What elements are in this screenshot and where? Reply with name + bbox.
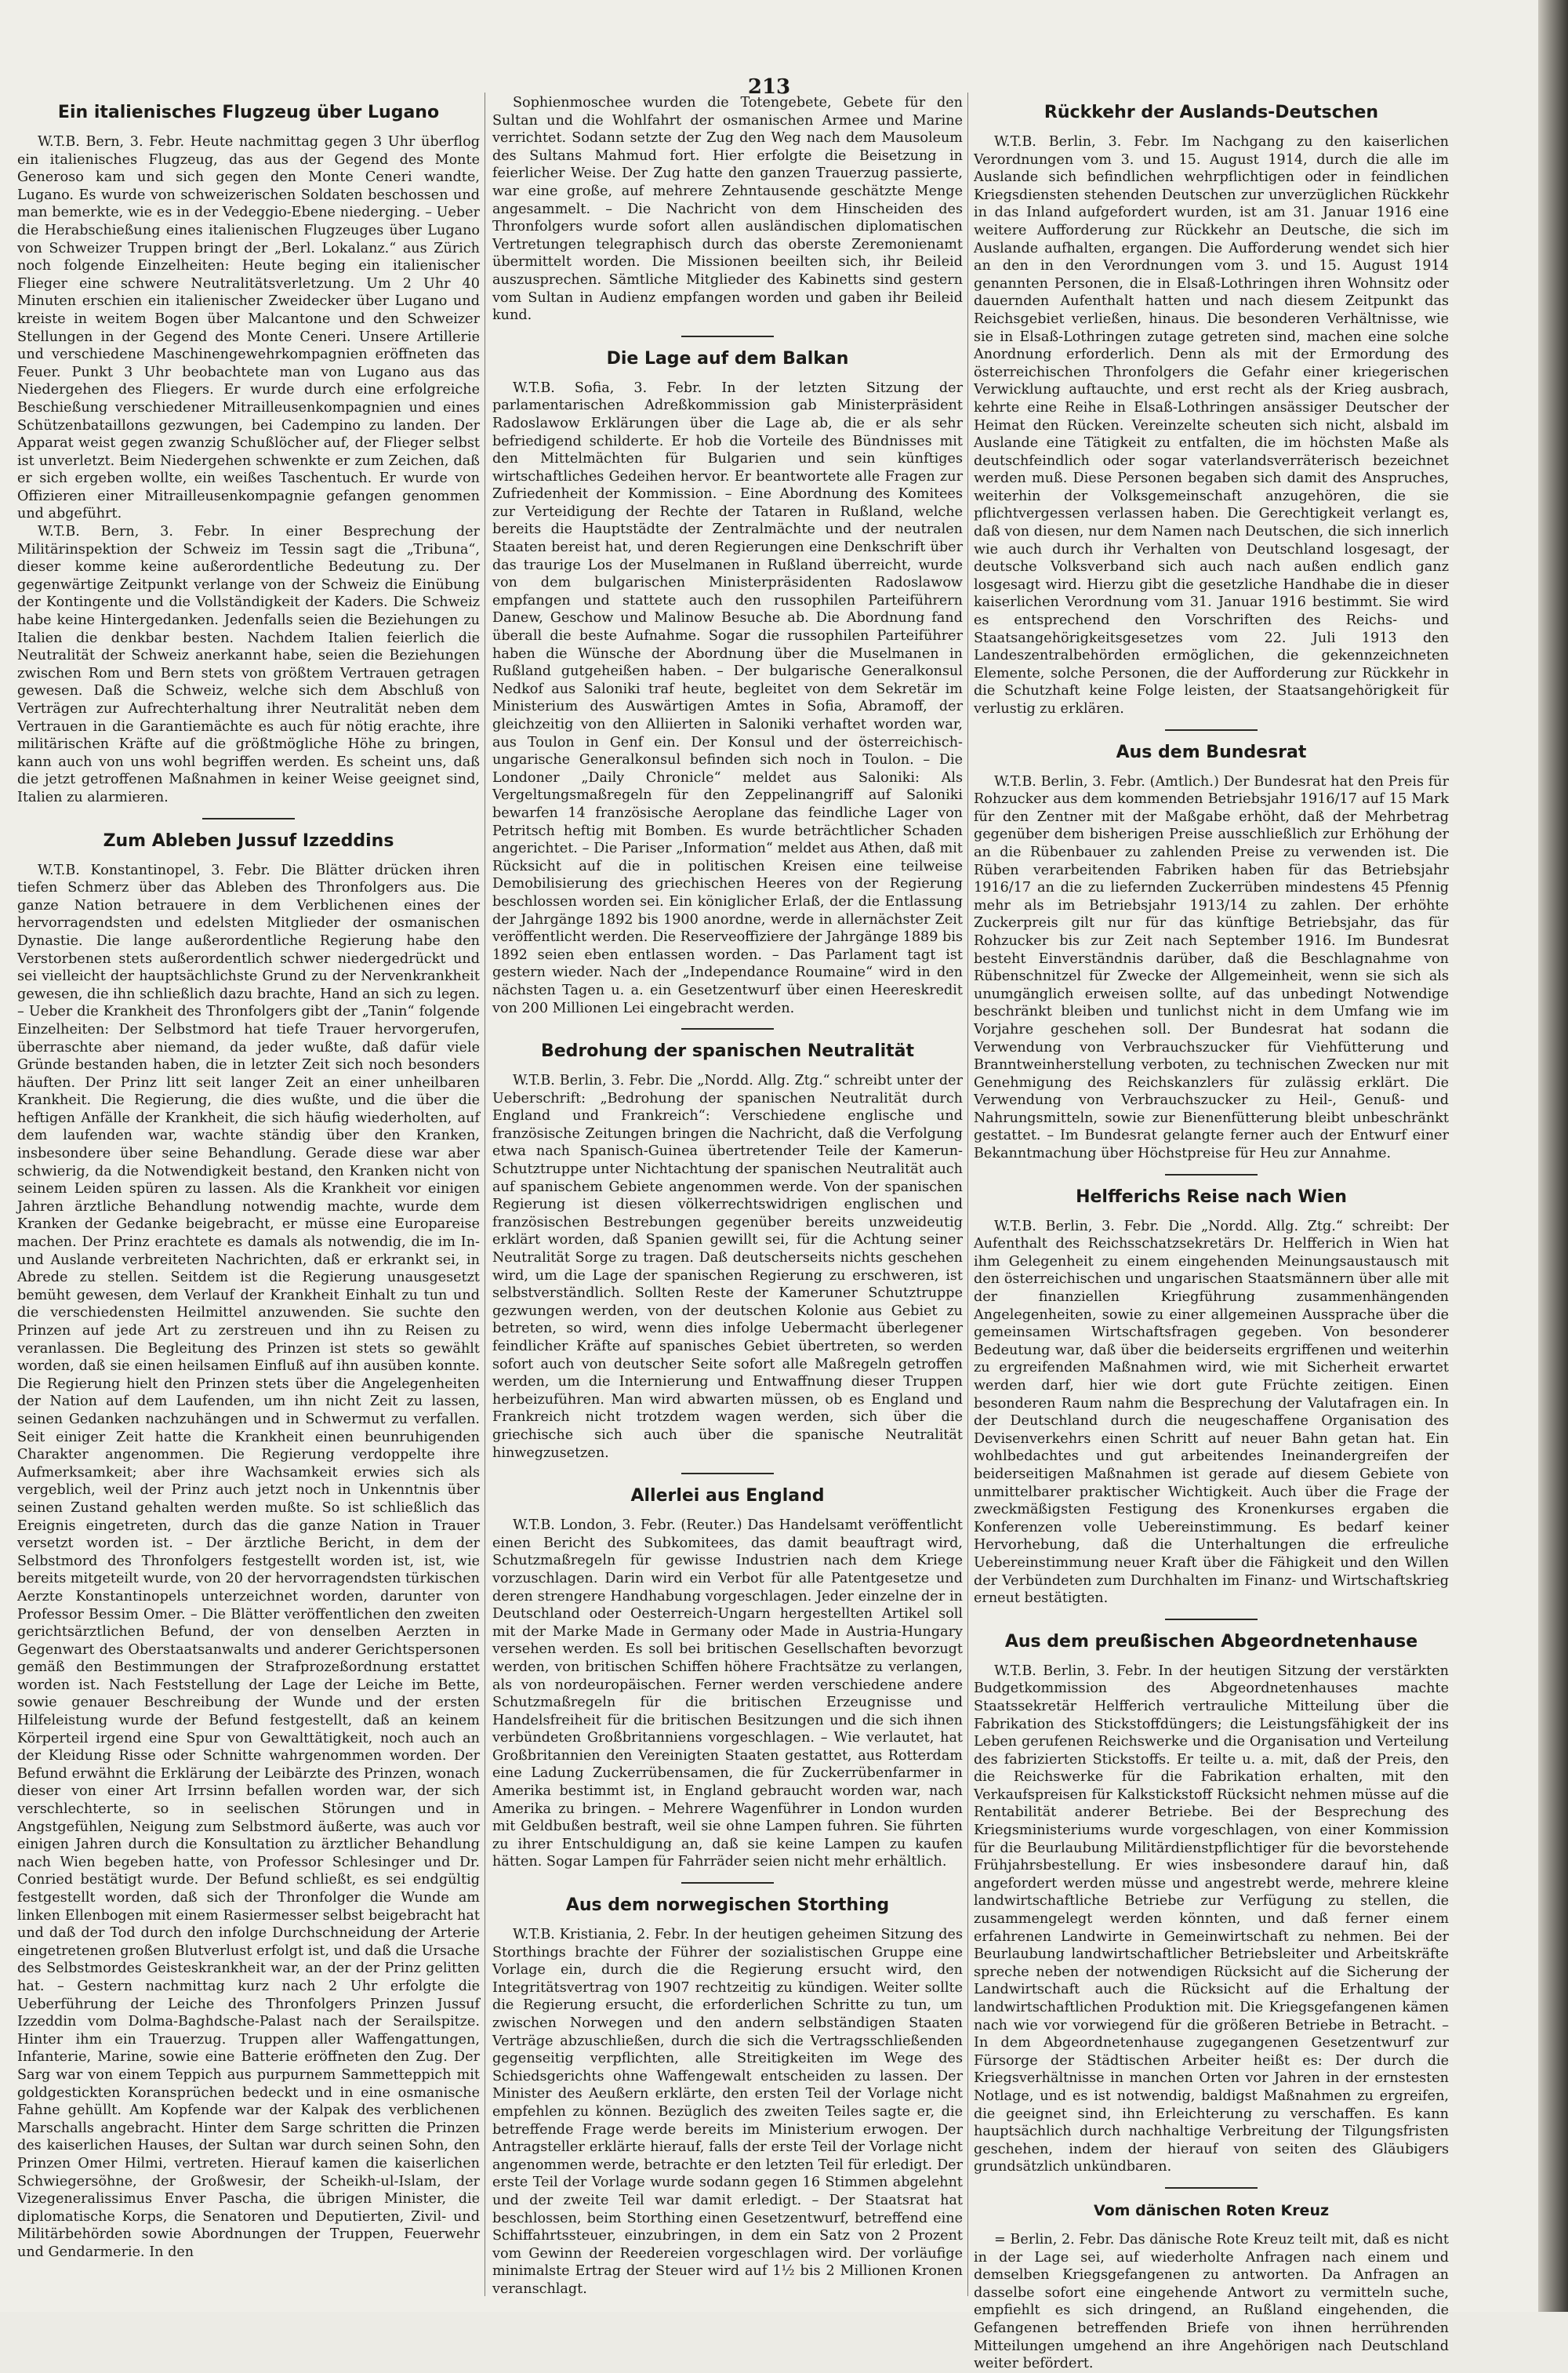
article-flugzeug-lugano bbox=[17, 102, 480, 807]
article-england bbox=[492, 1485, 963, 1871]
article-balkan bbox=[492, 348, 963, 1017]
article-headline: Aus dem norwegischen Storthing bbox=[565, 1895, 890, 1916]
article-separator bbox=[681, 336, 774, 337]
column-right bbox=[974, 94, 1449, 2372]
article-rotes-kreuz bbox=[974, 2200, 1449, 2373]
page-number: 213 bbox=[747, 75, 791, 99]
article-abgeordnetenhaus bbox=[974, 1631, 1449, 2176]
article-paragraph: W.T.B. Konstantinopel, 3. Febr. Die Blätter drücken ihren tiefen Schmerz über das Ableben des Thronfolgers aus. Die ganze Nation betrauere in dem Verblichenen eines der hervorragendsten und edelsten Mitglieder der osmanischen Dynastie. Die lange außerordentliche Regierung habe den Verstorbenen stets außerordentlich schwer niedergedrückt und sei vielleicht der hauptsächlichste Grund zu der Nervenkrankheit gewesen, die ihn schließlich dazu brachte, Hand an sich zu legen. – Ueber die Krankheit des Thronfolgers gibt der „Tanin“ folgende Einzelheiten: Der Selbstmord hat tiefe Trauer hervorgerufen, überraschte aber niemand, da jeder wußte, daß dafür viele Gründe bestanden haben, die in letzter Zeit sich noch besonders häuften. Der Prinz litt seit langer Zeit an einer unheilbaren Krankheit. Die Regierung, die dies wußte, und die über die heftigen Anfälle der Krankheit, die sich häufig wiederholten, auf dem laufenden war, wachte ständig über den Kranken, insbesondere über seine Behandlung. Gerade diese war aber schwierig, da die Notwendigkeit bestand, den Kranken nicht von seinem Leiden spüren zu lassen. Als die Krankheit vor einigen Jahren ärztliche Behandlung notwendig machte, wurde dem Kranken der Gedanke beigebracht, er müsse eine Europareise machen. Der Prinz erachtete es damals als notwendig, die im In- und Auslande verbreiteten Nachrichten, daß er erkrankt sei, in Abrede zu stellen. Seitdem ist die Regierung unausgesetzt bemüht gewesen, dem Verlauf der Krankheit Einhalt zu tun und die verschiedensten Heilmittel anzuwenden. Sie suchte den Prinzen auf jede Art zu zerstreuen und ihn zu Reisen zu veranlassen. Die Begleitung des Prinzen ist stets so gewählt worden, daß sie einen heilsamen Einfluß auf ihn ausüben konnte. Die Regierung hielt den Prinzen stets über die Angelegenheiten der Nation auf dem Laufenden, um ihn nicht Zeit zu lassen, seinen Gedanken nachzuhängen und in Schwermut zu verfallen. Seit einiger Zeit hatte die Krankheit einen beunruhigenden Charakter angenommen. Die Regierung verdoppelte ihre Aufmerksamkeit; aber ihre Wachsamkeit erwies sich als vergeblich, weil der Prinz auch jetzt noch in Unkenntnis über seinen Zustand gehalten werden mußte. So ist schließlich das Ereignis eingetreten, durch das die ganze Nation in Trauer versetzt worden ist. – Der ärztliche Bericht, in dem der Selbstmord des Thronfolgers festgestellt worden ist, ist, wie bereits mitgeteilt wurde, von 20 der hervorragendsten türkischen Aerzte Konstantinopels unterzeichnet worden, darunter von Professor Bessim Omer. – Die Blätter veröffentlichen den zweiten gerichtsärztlichen Befund, der von denselben Aerzten in Gegenwart des Oberstaatsanwalts und anderer Gerichtspersonen gemäß den Bestimmungen der Strafprozeßordnung erstattet worden ist. Nach Feststellung der Lage der Leiche im Bette, sowie genauer Beschreibung der Wunde und der ersten Hilfeleistung wurde der Befund festgestellt, daß an keinem Körperteil irgend eine Spur von Gewalttätigkeit, noch auch an der Kleidung Risse oder Schnitte wahrgenommen worden. Der Befund erwähnt die Erklärung der Leibärzte des Prinzen, wonach dieser von einer Art Irrsinn befallen worden war, der sich verschlechterte, so in seelischen Störungen und in Angstgefühlen, Neigung zum Selbstmord äußerte, was auch vor einigen Jahren durch die Konsultation zu ärztlicher Behandlung nach Wien begeben hatte, von Professor Schlesinger und Dr. Conried bestätigt wurde. Der Befund schließt, es sei endgültig festgestellt worden, daß sich der Thronfolger die Wunde am linken Ellenbogen mit einem Rasiermesser selbst beigebracht hat und daß der Tod durch den infolge Durchschneidung der Arterie eingetretenen großen Blutverlust erfolgt ist, und daß die Ursache des Selbstmordes Geisteskrankheit war, an der der Prinz gelitten hat. – Gestern nachmittag kurz nach 2 Uhr erfolgte die Ueberführung der Leiche des Thronfolgers Prinzen Jussuf Izzeddin vom Dolma-Baghdsche-Palast nach der Serailspitze. Hinter ihm ein Trauerzug. Truppen aller Waffengattungen, Infanterie, Marine, sowie eine Batterie eröffneten den Zug. Der Sarg war von einem Teppich aus purpurnem Sammetteppich mit goldgestickten Koransprüchen bedeckt und in eine osmanische Fahne gehüllt. Am Kopfende war der Kalpak des verblichenen Marschalls angebracht. Hinter dem Sarge schritten die Prinzen des kaiserlichen Hauses, der Sultan war durch seinen Sohn, den Prinzen Omer Hilmi, vertreten. Hierauf kamen die kaiserlichen Schwiegersöhne, der Großwesir, der Scheikh-ul-Islam, der Vizegeneralissimus Enver Pascha, die übrigen Minister, die diplomatische Korps, die Senatoren und Deputierten, Zivil- und Militärbehörden sowie Abordnungen der Truppen, Feuerwehr und Gendarmerie. In den bbox=[17, 862, 480, 2260]
article-continuation bbox=[492, 94, 963, 325]
article-headline: Rückkehr der Auslands-Deutschen bbox=[1044, 103, 1379, 122]
article-separator bbox=[1165, 1619, 1258, 1620]
article-paragraph: W.T.B. Berlin, 3. Febr. Im Nachgang zu den kaiserlichen Verordnungen vom 3. und 15. August 1914, durch die alle im Auslande sich befindlichen wehrpflichtigen oder in feindlichen Kriegsdiensten stehenden Deutschen zur unverzüglichen Rückkehr in das Inland aufgefordert wurden, ist am 31. Januar 1916 eine weitere Aufforderung zur Rückkehr an Deutsche, die sich im Auslande aufhalten, ergangen. Die Aufforderung wendet sich hier an den in den Verordnungen vom 3. und 15. August 1914 genannten Personen, die in Elsaß-Lothringen ihren Wohnsitz oder dauernden Aufenthalt hatten und nach diesem Zeitpunkt das Reichsgebiet verließen, hinaus. Die besonderen Verhältnisse, wie sie in Elsaß-Lothringen zutage getreten sind, machen eine solche Anordnung erforderlich. Denn als mit der Ermordung des österreichischen Thronfolgers die Gefahr einer kriegerischen Verwicklung auftauchte, und erst recht als der Krieg ausbrach, kehrte eine Reihe in Elsaß-Lothringen ansässiger Deutscher der Heimat den Rücken. Vereinzelte scheuten sich nicht, alsbald im Auslande eine Tätigkeit zu entfalten, die im höchsten Maße als deutschfeindlich oder sogar vaterlandsverräterisch bezeichnet werden muß. Diese Personen begaben sich damit des Anspruches, weiterhin der Volksgemeinschaft anzugehören, die sie pflichtvergessen verlassen haben. Die Gerechtigkeit verlangt es, daß von diesen, nur dem Namen nach Deutschen, die sich innerlich wie auch durch ihr Verhalten von Deutschland losgesagt, der deutsche Volksverband sich auch nach außen endlich ganz losgesagt wird. Hierzu gibt die gesetzliche Handhabe die in dieser kaiserlichen Verordnung vom 31. Januar 1916 bestimmt. Sie wird es entsprechend den Vorschriften des Reichs- und Staatsangehörigkeitsgesetzes vom 22. Juli 1913 den Landeszentralbehörden ermöglichen, die gekennzeichneten Elemente, solche Personen, die der Aufforderung zur Rückkehr in die Schutzhaft keine Folge leisten, der Staatsangehörigkeit für verlustig zu erklären. bbox=[974, 134, 1449, 717]
article-storthing bbox=[492, 1895, 963, 2298]
article-separator bbox=[1165, 729, 1258, 731]
article-separator bbox=[681, 1473, 774, 1474]
column-middle bbox=[492, 94, 963, 2297]
article-helfferich bbox=[974, 1186, 1449, 1608]
article-headline: Aus dem preußischen Abgeordnetenhause bbox=[1004, 1631, 1418, 1652]
article-paragraph: = Berlin, 2. Febr. Das dänische Rote Kreuz teilt mit, daß es nicht in der Lage sei, auf wiederholte Anfragen nach einem und demselben Kriegsgefangenen zu antworten. Da Anfragen an dasselbe sofort eine eingehende Antwort zu vermitteln suche, empfiehlt es sich dringend, an Rußland eingehenden, die Gefangenen betreffenden Briefe von ihnen herrührenden Mitteilungen umgehend an ihre Angehörigen nach Deutschland weiter befördert. bbox=[974, 2231, 1449, 2372]
book-binding-edge bbox=[1538, 0, 1568, 2312]
article-headline: Allerlei aus England bbox=[630, 1486, 825, 1506]
article-paragraph: W.T.B. Sofia, 3. Febr. In der letzten Sitzung der parlamentarischen Adreßkommission gab Ministerpräsident Radoslawow Erklärungen über die Lage ab, die er als sehr befriedigend schilderte. Er hob die Vorteile des Bündnisses mit den Mittelmächten für Bulgarien und sein künftiges wirtschaftliches Gedeihen hervor. Er beantwortete alle Fragen zur Zufriedenheit der Kommission. – Eine Abordnung des Komitees zur Verteidigung der Rechte der Tataren in Rußland, welche bereits die Hauptstädte der Zentralmächte und der neutralen Staaten bereist hat, und deren Regierungen eine Denkschrift über das traurige Los der Muselmanen in Rußland überreicht, wurde von dem bulgarischen Ministerpräsidenten Radoslawow empfangen und stattete auch den russophilen Parteiführern Danew, Geschow und Malinow Besuche ab. Die Abordnung fand überall die beste Aufnahme. Sogar die russophilen Parteiführer haben die Wünsche der Abordnung über die Muselmanen in Rußland gutgeheißen haben. – Der bulgarische Generalkonsul Nedkof aus Saloniki traf heute, begleitet von dem Sekretär im Ministerium des Auswärtigen Amtes in Sofia, Abramoff, der gleichzeitig von den Alliierten in Saloniki verhaftet worden war, aus Toulon in Genf ein. Der Konsul und der österreichisch-ungarische Generalkonsul befinden sich noch in Toulon. – Die Londoner „Daily Chronicle“ meldet aus Saloniki: Als Vergeltungsmaßregeln für den Zeppelinangriff auf Saloniki bewarfen 14 französische Aeroplane das feindliche Lager von Petritsch heftig mit Bomben. Es wurde beträchtlicher Schaden angerichtet. – Die Pariser „Information“ meldet aus Athen, daß mit Rücksicht auf die in politischen Kreisen eine teilweise Demobilisierung des griechischen Heeres von der Regierung beschlossen worden sei. Ein königlicher Erlaß, der die Entlassung der Jahrgänge 1892 bis 1900 anordne, werde in allernächster Zeit veröffentlicht werden. Die Reserveoffiziere der Jahrgänge 1889 bis 1892 seien eben entlassen worden. – Das Parlament tagt ist gestern wieder. Nach der „Independance Roumaine“ wird in den nächsten Tagen u. a. ein Gesetzentwurf über einen Heereskredit von 200 Millionen Lei eingebracht werden. bbox=[492, 380, 963, 1016]
article-paragraph: W.T.B. Berlin, 3. Febr. In der heutigen Sitzung der verstärkten Budgetkommission des Abgeordnetenhauses machte Staatssekretär Helfferich vertrauliche Mitteilung über die Fabrikation des Stickstoffdüngers; die Leistungsfähigkeit der ins Leben gerufenen Reichswerke und die Organisation und Verteilung des fabrizierten Stickstoffs. Er teilte u. a. mit, daß der Preis, den die Reichswerke für die Fabrikation erhalten, mit den Verkaufspreisen für Kalkstickstoff Rücksicht nehmen müsse auf die Rentabilität anderer Betriebe. Bei der Besprechung des Kriegsministeriums wurde vorgeschlagen, von einer Kommission für die Beurlaubung Militärdienstpflichtiger für die bevorstehende Frühjahrsbestellung. Er wies insbesondere darauf hin, daß angefordert werden müsse und angestrebt werde, mehrere kleine landwirtschaftliche Betriebe zur Verfügung zu stellen, die zusammengelegt werden könnten, und daß ferner einem erfahrenen Landwirte in Gemeinwirtschaft zu nehmen. Bei der Beurlaubung landwirtschaftlicher Betriebsleiter und Arbeitskräfte spreche neben der notwendigen Rücksicht auf die Sicherung der Landwirtschaft auch die Rücksicht auf die Erhaltung der landwirtschaftlichen Produktion mit. Die Kriegsgefangenen kämen nach wie vor vorwiegend für die größeren Betriebe in Betracht. – In dem Abgeordnetenhause zugegangenen Gesetzentwurf zur Fürsorge der Städtischen Arbeiter heißt es: Der durch die Kriegsverhältnisse in manchen Orten vor Jahren in der ernstesten Notlage, und es ist notwendig, baldigst Maßnahmen zu ergreifen, die geeignet sind, ihn Erleichterung zu verschaffen. Es kann hauptsächlich durch nachhaltige Verbreitung der Tilgungsfristen geschehen, indem der hierauf von seiten des Gläubigers grundsätzlich unkündbaren. bbox=[974, 1663, 1449, 2175]
article-headline: Aus dem Bundesrat bbox=[1116, 742, 1307, 762]
article-headline: Bedrohung der spanischen Neutralität bbox=[540, 1041, 915, 1062]
article-headline: Ein italienisches Flugzeug über Lugano bbox=[57, 103, 440, 122]
article-separator bbox=[1165, 2187, 1258, 2189]
article-separator bbox=[202, 818, 295, 819]
article-separator bbox=[681, 1882, 774, 1884]
article-paragraph: Sophienmoschee wurden die Totengebete, Gebete für den Sultan und die Wohlfahrt der osmanischen Armee und Marine verrichtet. Sodann setzte der Zug den Weg nach dem Mausoleum des Sultans Mahmud fort. Hier erfolgte die Beisetzung in feierlicher Weise. Der Zug hatte den ganzen Trauerzug passierte, war eine große, auf mehrere Zehntausende geschätzte Menge angesammelt. – Die Nachricht von dem Hinscheiden des Thronfolgers wurde sofort allen ausländischen diplomatischen Vertretungen telegraphisch durch das oberste Zeremonienamt übermittelt worden. Die Missionen beeilten sich, ihr Beileid auszusprechen. Sämtliche Mitglieder des Kabinetts sind gestern vom Sultan in Audienz empfangen worden und gaben ihr Beileid kund. bbox=[492, 95, 963, 324]
article-paragraph: W.T.B. Berlin, 3. Febr. (Amtlich.) Der Bundesrat hat den Preis für Rohzucker aus dem kommenden Betriebsjahr 1916/17 auf 15 Mark für den Zentner mit der Maßgabe erhöht, daß der Mehrbetrag gegenüber dem bisherigen Preise ausschließlich zur Erhöhung der an die Rübenbauer zu zahlenden Preise zu verwenden ist. Die Rüben verarbeitenden Fabriken haben für das Betriebsjahr 1916/17 an die zu liefernden Zuckerrüben mindestens 45 Pfennig mehr als im Betriebsjahr 1913/14 zu zahlen. Der erhöhte Zuckerpreis gilt nur für das künftige Betriebsjahr, das für Rohzucker bis zur Zeit nach September 1916. Im Bundesrat besteht Einverständnis darüber, daß die Beschlagnahme von Rübenschnitzel für Zwecke der Allgemeinheit, wenn sie sich als unumgänglich erweisen sollte, auf das unbedingt Notwendige beschränkt bleiben und tunlichst nicht in dem Umfang wie im Vorjahre geschehen soll. Der Bundesrat hat sodann die Verwendung von Verbrauchszucker für Viehfütterung und Branntweinherstellung verboten, zu technischen Zwecken nur mit Genehmigung des Reichskanzlers für zulässig erklärt. Die Verwendung von Verbrauchszucker zu Heil-, Genuß- und Nahrungsmitteln, sowie zur Bienenfütterung bleibt unbeschränkt gestattet. – Im Bundesrat gelangte ferner auch der Entwurf einer Bekanntmachung über Höchstpreise für Heu zur Annahme. bbox=[974, 773, 1449, 1162]
column-rule bbox=[967, 93, 968, 2296]
article-paragraph: W.T.B. Bern, 3. Febr. In einer Besprechung der Militärinspektion der Schweiz im Tessin sagt die „Tribuna“, dieser komme keine außerordentliche Bedeutung zu. Der gegenwärtige Zeitpunkt verlange von der Schweiz die Einübung der Kontingente und die Vollständigkeit der Kaders. Die Schweiz habe keine Hintergedanken. Jedenfalls seien die Beziehungen zu Italien die denkbar besten. Nachdem Italien feierlich die Neutralität der Schweiz anerkannt habe, seien die Beziehungen zwischen Rom und Bern stets von größtem Vertrauen getragen gewesen. Daß die Schweiz, welche sich dem Abschluß von Verträgen zur Aufrechterhaltung ihrer Neutralität neben dem Vertrauen in die Garantiemächte es auch für nötig erachte, ihre militärischen Kräfte auf die größtmögliche Höhe zu bringen, kann auch von uns wohl begriffen werden. Es scheint uns, daß die jetzt getroffenen Maßnahmen in keiner Weise geeignet sind, Italien zu alarmieren. bbox=[17, 524, 480, 805]
article-paragraph: W.T.B. Kristiania, 2. Febr. In der heutigen geheimen Sitzung des Storthings brachte der Führer der sozialistischen Gruppe eine Vorlage ein, durch die die Regierung ersucht wird, den Integritätsvertrag von 1907 rechtzeitig zu kündigen. Weiter sollte die Regierung ersucht, die erforderlichen Schritte zu tun, um zwischen Norwegen und den andern selbständigen Staaten Verträge abzuschließen, durch die sich die Vertragsschließenden gegenseitig verpflichten, alle Streitigkeiten im Wege des Schiedsgerichts ohne Waffengewalt entscheiden zu lassen. Der Minister des Aeußern erklärte, den ersten Teil der Vorlage nicht empfehlen zu können. Bezüglich des zweiten Teiles sagte er, die betreffende Frage werde bereits im Ministerium erwogen. Der Antragsteller erklärte hierauf, falls der erste Teil der Vorlage nicht angenommen werde, betrachte er den letzten Teil für erledigt. Der erste Teil der Vorlage wurde sodann gegen 16 Stimmen abgelehnt und der zweite Teil war damit erledigt. – Der Staatsrat hat beschlossen, beim Storthing einen Gesetzentwurf, betreffend eine Schiffahrtssteuer, einzubringen, in dem ein Satz von 2 Prozent vom Gewinn der Reedereien vorgeschlagen wird. Der vorläufige minimalste Ertrag der Steuer wird auf 1½ bis 2 Millionen Kronen veranschlagt. bbox=[492, 1927, 963, 2297]
article-headline: Helfferichs Reise nach Wien bbox=[1076, 1186, 1347, 1207]
column-left bbox=[17, 94, 480, 2282]
article-paragraph: W.T.B. Berlin, 3. Febr. Die „Nordd. Allg. Ztg.“ schreibt unter der Ueberschrift: „Bedrohung der spanischen Neutralität durch England und Frankreich“: Verschiedene englische und französische Zeitungen bringen die Nachricht, daß die Verfolgung etwa nach Spanisch-Guinea übertretender Teile der Kamerun-Schutztruppe unter Nichtachtung der spanischen Neutralität auch auf spanischem Gebiete angenommen werde. Von der spanischen Regierung ist diesen völkerrechtswidrigen englischen und französischen Bestrebungen gegenüber bereits unzweideutig erklärt worden, daß Spanien gewillt sei, für die Achtung seiner Neutralität Sorge zu tragen. Daß deutscherseits nichts geschehen wird, um die Lage der spanischen Regierung zu erschweren, ist selbstverständlich. Sollten Reste der Kameruner Schutztruppe gezwungen werden, von der deutschen Kolonie aus Gebiet zu betreten, so wird, wenn dies infolge Uebermacht überlegener feindlicher Kräfte auf spanisches Gebiet übertreten, so werden sofort auch von deutscher Seite sofort alle Maßregeln getroffen werden, um die Internierung und Entwaffnung dieser Truppen herbeizuführen. Man wird abwarten müssen, ob es England und Frankreich nicht trotzdem wagen werden, sich über die griechische sich auch über die spanische Neutralität hinwegzusetzen. bbox=[492, 1073, 963, 1461]
article-auslandsdeutsche bbox=[974, 102, 1449, 718]
article-paragraph: W.T.B. London, 3. Febr. (Reuter.) Das Handelsamt veröffentlicht einen Bericht des Subkomitees, das damit beauftragt wird, Schutzmaßregeln für gewisse Industrien nach dem Kriege vorzuschlagen. Darin wird ein Verbot für alle Patentgesetze und deren strengere Handhabung vorgeschlagen. Jeder einzelne der in Deutschland oder Oesterreich-Ungarn hergestellten Artikel soll mit der Marke Made in Germany oder Made in Austria-Hungary versehen werden. Es soll bei britischen Gesellschaften bevorzugt werden, von britischen Schiffen höhere Frachtsätze zu verlangen, als von nordeuropäischen. Ferner werden verschiedene andere Schutzmaßregeln für die britischen Erzeugnisse und Handelsfreiheit für die britischen Besitzungen und die sich ihnen verbündeten Großbritanniens vorgeschlagen. – Wie verlautet, hat Großbritannien den Vereinigten Staaten gestattet, aus Rotterdam eine Ladung Zuckerrübensamen, die für Zuckerrübenfarmer in Amerika bestimmt ist, in England gebraucht worden war, nach Amerika zu bringen. – Mehrere Wagenführer in London wurden mit Geldbußen bestraft, weil sie ohne Lampen fuhren. Sie führten zu ihrer Entschuldigung an, daß sie keine Lampen zu kaufen hätten. Sogar Lampen für Fahrräder seien nicht mehr erhältlich. bbox=[492, 1517, 963, 1870]
article-bundesrat bbox=[974, 742, 1449, 1163]
article-separator bbox=[1165, 1174, 1258, 1176]
article-headline: Vom dänischen Roten Kreuz bbox=[1093, 2201, 1330, 2219]
article-paragraph: W.T.B. Berlin, 3. Febr. Die „Nordd. Allg. Ztg.“ schreibt: Der Aufenthalt des Reichsschatzsekretärs Dr. Helfferich in Wien hat ihm Gelegenheit zu einem eingehenden Meinungsaustausch mit den österreichischen und ungarischen Staatsmännern über alle mit der finanziellen Kriegführung zusammenhängenden Angelegenheiten, sowie zu einer allgemeinen Aussprache über die gemeinsamen Wirtschaftsfragen gegeben. Von besonderer Bedeutung war, daß über die beiderseits ergriffenen und weiterhin zu ergreifenden Maßnahmen wird, wie mit Sicherheit erwartet werden darf, hier wie dort gute Früchte zeitigen. Einen besonderen Raum nahm die Besprechung der Valutafragen ein. In der Deutschland durch die neugeschaffene Organisation des Devisenverkehrs einen Schritt auf neuer Bahn getan hat. Ein wohlbedachtes und gut arbeitendes Ineinandergreifen der beiderseitigen Maßnahmen ist gerade auf diesem Gebiete von unmittelbarer praktischer Wichtigkeit. Auch über die Frage der zweckmäßigsten Festigung des Kronenkurses ergaben die Konferenzen volle Uebereinstimmung. Es bedarf keiner Hervorhebung, daß die Unterhaltungen die erfreuliche Uebereinstimmung neuer Kraft über die Fähigkeit und den Willen der Verbündeten zum Durchhalten im Finanz- und Wirtschaftskrieg erneut bestätigten. bbox=[974, 1218, 1449, 1607]
article-headline: Die Lage auf dem Balkan bbox=[606, 348, 849, 369]
article-separator bbox=[681, 1028, 774, 1030]
article-jussuf-izzeddin bbox=[17, 830, 480, 2262]
article-headline: Zum Ableben Jussuf Izzeddins bbox=[103, 830, 394, 851]
article-spanische-neutralitaet bbox=[492, 1041, 963, 1462]
article-paragraph: W.T.B. Bern, 3. Febr. Heute nachmittag gegen 3 Uhr überflog ein italienisches Flugzeug, das aus der Gegend des Monte Generoso kam und sich gegen den Monte Ceneri wandte, Lugano. Es wurde von schweizerischen Soldaten beschossen und man bemerkte, wie es in der Vedeggio-Ebene niederging. – Ueber die Herabschießung eines italienischen Flugzeuges über Lugano von Schweizer Truppen bringt der „Berl. Lokalanz.“ aus Zürich noch folgende Einzelheiten: Heute beging ein italienischer Flieger eine schwere Neutralitätsverletzung. Um 2 Uhr 40 Minuten erschien ein italienischer Zweidecker über Lugano und kreiste in weitem Bogen über Malcantone und den Schweizer Stellungen in der Gegend des Monte Ceneri. Unsere Artillerie und verschiedene Maschinengewehrkompagnien eröffneten das Feuer. Punkt 3 Uhr beobachtete man von Lugano aus das Niedergehen des Fliegers. Er wurde durch eine erfolgreiche Beschießung verschiedener Mitrailleusenkompagnien und eines Schützenbataillons gezwungen, bei Cadempino zu landen. Der Apparat weist gegen zwanzig Schußlöcher auf, der Flieger selbst ist unverletzt. Beim Niedergehen schwenkte er zum Zeichen, daß er sich ergeben wollte, ein weißes Taschentuch. Er wurde von Offizieren einer Mitrailleusenkompagnie gefangen genommen und abgeführt. bbox=[17, 134, 480, 522]
